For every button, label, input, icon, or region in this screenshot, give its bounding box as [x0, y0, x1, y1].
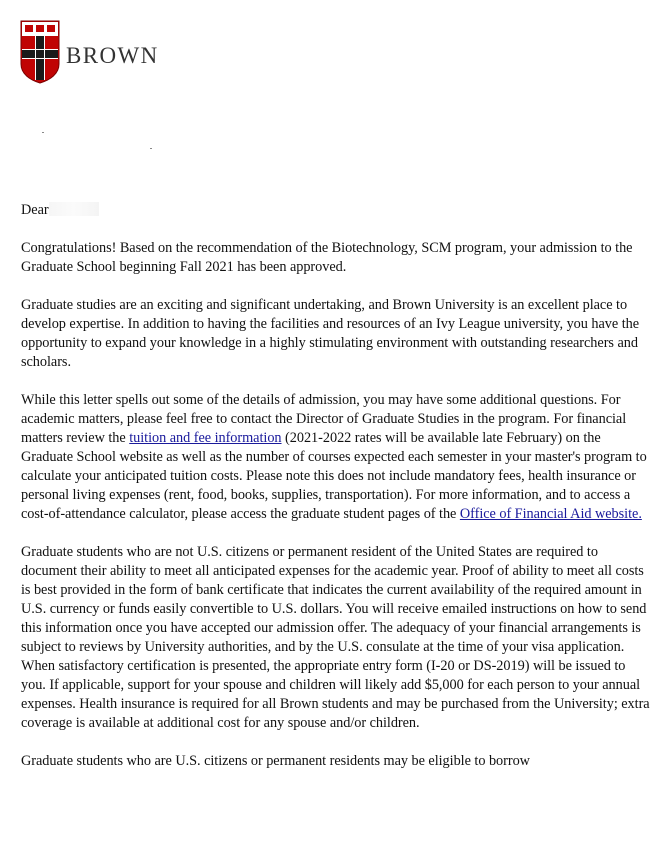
redacted-mark [150, 148, 152, 149]
paragraph-details-text-a: While this letter spells out some of the details of admission, you may have some additional questions. For academic matters, please feel free to contact the Director of Graduate Studies in the program. For financial matters review the [21, 392, 627, 446]
redacted-mark [42, 132, 44, 133]
paragraph-graduate-studies: Graduate studies are an exciting and significant undertaking, and Brown University is an excellent place to develop expertise. In addition to having the facilities and resources of an Ivy League university, you have the opportunity to expand your knowledge in a highly stimulating environment with outstanding researchers and scholars. [21, 297, 640, 370]
brown-shield-icon [20, 20, 60, 84]
paragraph-domestic: Graduate students who are U.S. citizens or permanent residents may be eligible to borrow [21, 753, 530, 769]
salutation-text: Dear [21, 202, 49, 218]
letter-body [21, 201, 651, 790]
paragraph-details [21, 391, 651, 524]
paragraph-international: Graduate students who are not U.S. citizens or permanent resident of the United States are required to document their ability to meet all anticipated expenses for the academic year. Proof of ability to meet all costs is best provided in the form of bank certificate that indicates the current availability of the required amount in U.S. currency or funds easily convertible to U.S. dollars. You will receive emailed instructions on how to send this information once you have accepted our admission offer. The adequacy of your financial arrangements is subject to reviews by University authorities, and by the U.S. consulate at the time of your visa application. When satisfactory certification is presented, the appropriate entry form (I-20 or DS-2019) will be issued to you. If applicable, support for your spouse and children will likely add $5,000 for each person to your annual expenses. Health insurance is required for all Brown students and may be purchased from the University; extra coverage is available at additional cost for any spouse and/or children. [21, 544, 650, 731]
salutation [21, 201, 651, 220]
paragraph-congratulations: Congratulations! Based on the recommendation of the Biotechnology, SCM program, your admission to the Graduate School beginning Fall 2021 has been approved. [21, 240, 633, 275]
brown-wordmark: BROWN [66, 43, 159, 68]
tuition-fee-link[interactable]: tuition and fee information [129, 430, 282, 446]
redacted-name [49, 202, 99, 216]
paragraph-details-text-b: (2021-2022 rates will be available late February) on the Graduate School website as well as the number of courses expected each semester in your master's program to calculate your anticipated tuition costs. Please note this does not include mandatory fees, health insurance or personal living expenses (rent, food, books, supplies, transportation). For more information, and to access a cost-of-attendance calculator, please access the graduate student pages of the [21, 430, 647, 522]
financial-aid-link[interactable]: Office of Financial Aid website. [459, 506, 642, 522]
